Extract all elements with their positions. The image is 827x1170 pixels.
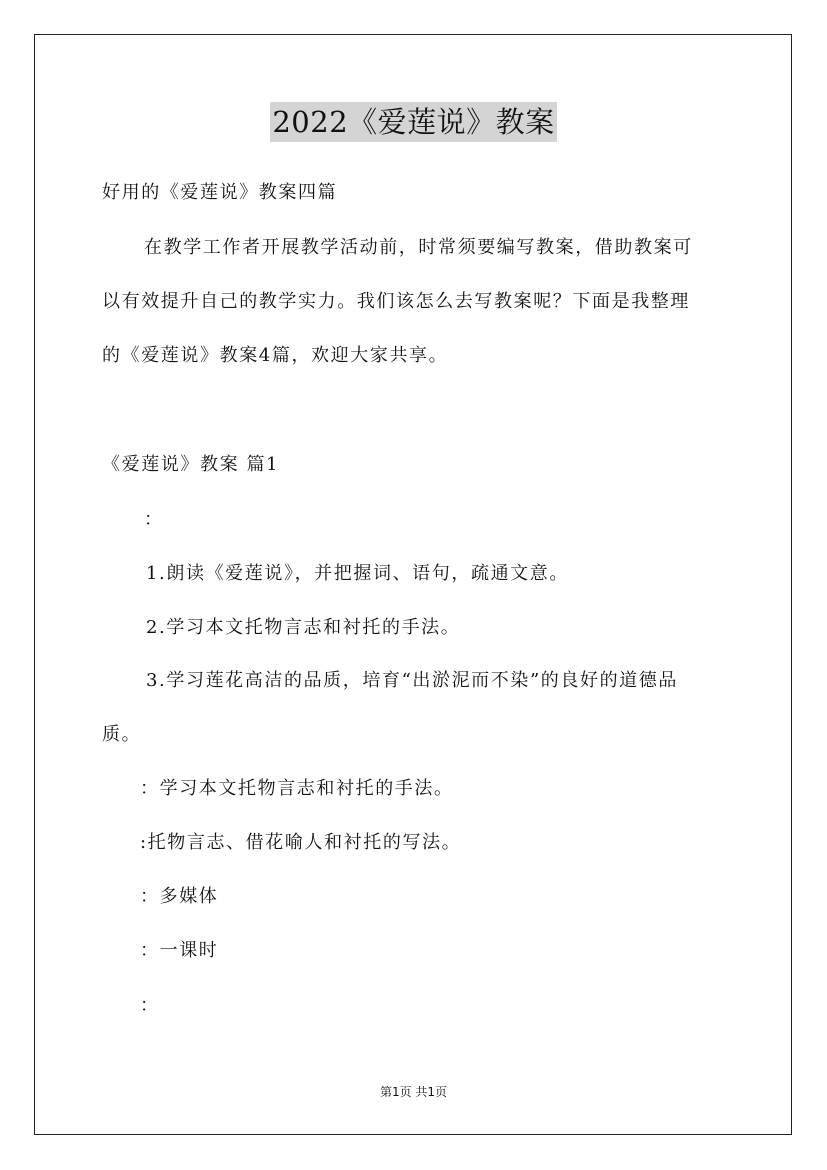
body-line-2: 1.朗读《爱莲说》，并把握词、语句，疏通文意。 <box>146 563 569 584</box>
body-line-6: ：学习本文托物言志和衬托的手法。 <box>140 778 454 799</box>
body-line-8: ：多媒体 <box>140 886 219 907</box>
body-line-5: 质。 <box>102 724 142 745</box>
body-line-7: :托物言志、借花喻人和衬托的写法。 <box>140 832 462 853</box>
section-heading: 《爱莲说》教案 篇1 <box>102 454 280 475</box>
page-number: 第1页 共1页 <box>379 1085 448 1099</box>
body-line-1: ： <box>144 509 164 530</box>
intro-line-3: 的《爱莲说》教案4篇，欢迎大家共享。 <box>102 345 449 366</box>
body-line-4: 3.学习莲花高洁的品质，培育“出淤泥而不染”的良好的道德品 <box>146 670 678 691</box>
body-line-3: 2.学习本文托物言志和衬托的手法。 <box>146 617 461 638</box>
body-line-9: ：一课时 <box>140 940 219 961</box>
document-title: 2022《爱莲说》教案 <box>270 102 556 142</box>
body-line-10: ： <box>140 995 160 1016</box>
document-subtitle: 好用的《爱莲说》教案四篇 <box>102 182 338 203</box>
title-container <box>0 102 827 142</box>
intro-line-1: 在教学工作者开展教学活动前，时常须要编写教案，借助教案可 <box>144 237 693 258</box>
page-footer <box>0 1084 827 1100</box>
intro-line-2: 以有效提升自己的教学实力。我们该怎么去写教案呢？下面是我整理 <box>102 291 690 312</box>
